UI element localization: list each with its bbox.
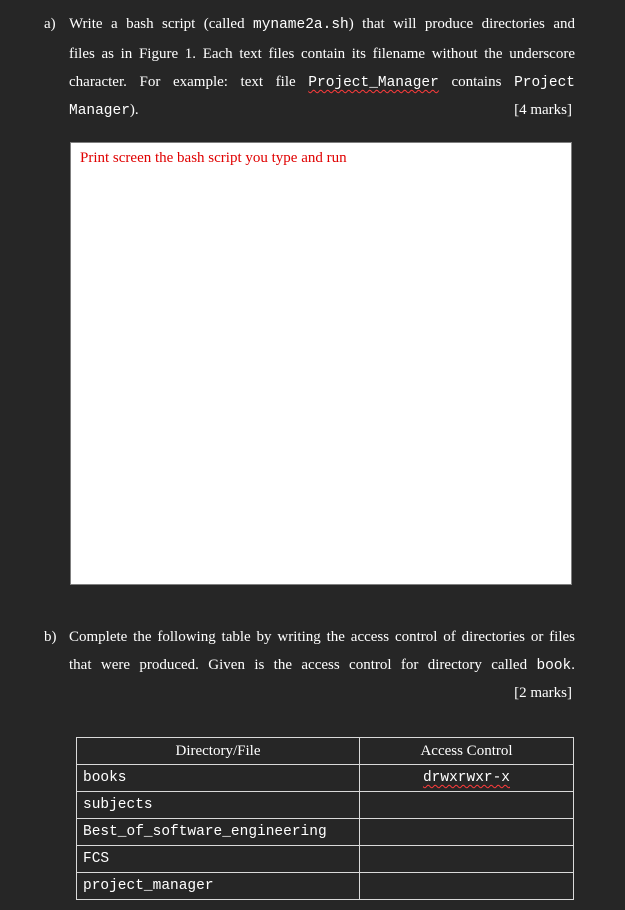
question-a-text: ). [129,102,139,118]
table-row [77,846,574,873]
example-content-1: Project [514,75,575,91]
row-name: project_manager [77,873,360,900]
directory-name-book: book [536,658,572,674]
row-name: Best_of_software_engineering [77,819,360,846]
row-access[interactable] [360,792,574,819]
row-access[interactable] [360,846,574,873]
question-a-label: a) [44,16,56,32]
access-value: drwxrwxr-x [422,770,510,786]
access-control-table [76,737,574,900]
question-a-text: Write a bash script (called [69,16,253,32]
row-access[interactable] [360,765,574,792]
row-access[interactable] [360,873,574,900]
table-header-row [77,738,574,765]
example-content-2: Manager [69,103,130,119]
example-filename: Project_Manager [308,75,439,91]
row-name: books [77,765,360,792]
answer-prompt: Print screen the bash script you type and run [80,150,347,166]
question-a-text: ) that will produce directories and [348,16,575,32]
table-row [77,873,574,900]
question-a-line-1 [69,14,575,35]
answer-box[interactable] [70,142,572,585]
question-a-text: character. For example: text file [69,74,309,90]
header-access-control: Access Control [360,738,574,765]
question-b-text: . [571,657,575,673]
row-name: FCS [77,846,360,873]
row-name: subjects [77,792,360,819]
question-b-label: b) [44,629,57,645]
question-a-text: contains [438,74,515,90]
question-b-line-2 [69,655,575,676]
script-filename: myname2a.sh [253,17,349,33]
row-access[interactable] [360,819,574,846]
question-a-line-4 [69,100,139,121]
question-a-line-2: files as in Figure 1. Each text files contain its filename without the underscore [69,46,575,62]
question-b-marks: [2 marks] [514,685,572,701]
header-directory-file: Directory/File [77,738,360,765]
question-a-marks: [4 marks] [514,102,572,118]
table-row [77,765,574,792]
question-a-line-3 [69,72,575,93]
question-b-text: that were produced. Given is the access control for directory called [69,657,537,673]
table-row [77,819,574,846]
question-b-line-1: Complete the following table by writing the access control of directories or files [69,629,575,645]
table-row [77,792,574,819]
